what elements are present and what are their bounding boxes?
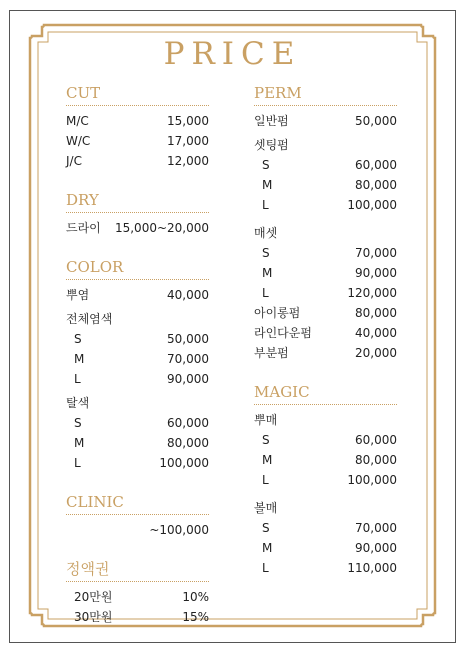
price-row — [66, 131, 209, 151]
price-row — [66, 369, 209, 389]
subgroup-label: 탈색 — [66, 396, 90, 410]
price-row — [254, 243, 397, 263]
item-label: J/C — [66, 154, 82, 168]
price-row — [254, 155, 397, 175]
price-row — [254, 175, 397, 195]
item-price: 100,000 — [347, 473, 397, 487]
section-title-dry: DRY — [66, 191, 209, 213]
price-row — [254, 518, 397, 538]
item-price: 40,000 — [355, 326, 397, 340]
voucher-section — [66, 560, 209, 627]
size-label: M — [262, 266, 273, 280]
price-row — [254, 558, 397, 578]
item-price: 100,000 — [347, 198, 397, 212]
size-label: L — [74, 372, 81, 386]
price-row — [254, 343, 397, 363]
size-label: S — [262, 521, 270, 535]
price-row — [254, 263, 397, 283]
item-price: 80,000 — [167, 436, 209, 450]
price-row — [254, 283, 397, 303]
price-row — [254, 323, 397, 343]
item-price: 50,000 — [355, 114, 397, 128]
item-price: 60,000 — [167, 416, 209, 430]
item-price: 15,000 — [167, 114, 209, 128]
price-row — [254, 538, 397, 558]
item-price: 90,000 — [167, 372, 209, 386]
price-row — [66, 151, 209, 171]
item-label: 라인다운펌 — [254, 326, 312, 340]
page-title: PRICE — [163, 36, 302, 72]
item-price: 15% — [182, 610, 209, 624]
price-row — [66, 433, 209, 453]
item-price: 40,000 — [167, 288, 209, 302]
size-label: L — [262, 473, 269, 487]
price-row — [66, 285, 209, 305]
size-label: M — [262, 178, 273, 192]
price-row — [254, 430, 397, 450]
item-price: 50,000 — [167, 332, 209, 346]
item-label: 20만원 — [74, 590, 113, 604]
item-price: 70,000 — [355, 521, 397, 535]
size-label: S — [74, 416, 82, 430]
item-price: 80,000 — [355, 178, 397, 192]
price-row — [66, 218, 209, 238]
subgroup-label: 뿌매 — [254, 413, 278, 427]
size-label: S — [262, 433, 270, 447]
price-row — [66, 111, 209, 131]
size-label: M — [74, 352, 85, 366]
item-label: 부분펌 — [254, 346, 289, 360]
item-label: 뿌염 — [66, 288, 90, 302]
size-label: M — [262, 453, 273, 467]
price-row — [254, 470, 397, 490]
section-title-clinic: CLINIC — [66, 493, 209, 515]
dry-section — [66, 191, 209, 238]
magic-section — [254, 383, 397, 578]
section-title-color: COLOR — [66, 258, 209, 280]
item-label: 드라이 — [66, 221, 101, 235]
item-price: 90,000 — [355, 266, 397, 280]
size-label: L — [262, 286, 269, 300]
size-label: L — [262, 198, 269, 212]
subgroup-label: 매셋 — [254, 226, 278, 240]
subgroup-label: 전체염색 — [66, 312, 113, 326]
price-row — [66, 413, 209, 433]
item-price: 70,000 — [167, 352, 209, 366]
item-price: 12,000 — [167, 154, 209, 168]
item-price: 60,000 — [355, 158, 397, 172]
price-row — [66, 329, 209, 349]
right-column — [254, 84, 397, 578]
left-column — [66, 84, 209, 627]
section-title-voucher: 정액권 — [66, 560, 209, 582]
item-price: 90,000 — [355, 541, 397, 555]
item-label: 일반펌 — [254, 114, 289, 128]
item-label: 아이롱펌 — [254, 306, 301, 320]
price-row — [254, 195, 397, 215]
item-price: 10% — [182, 590, 209, 604]
item-price: 100,000 — [159, 456, 209, 470]
price-row — [66, 453, 209, 473]
subgroup-label: 볼매 — [254, 501, 278, 515]
item-price: 20,000 — [355, 346, 397, 360]
color-section — [66, 258, 209, 473]
item-price: 110,000 — [347, 561, 397, 575]
item-label: 30만원 — [74, 610, 113, 624]
price-row — [66, 607, 209, 627]
section-title-magic: MAGIC — [254, 383, 397, 405]
item-price: 120,000 — [347, 286, 397, 300]
perm-section — [254, 84, 397, 363]
section-title-cut: CUT — [66, 84, 209, 106]
item-price: ~100,000 — [149, 523, 209, 537]
item-price: 60,000 — [355, 433, 397, 447]
size-label: S — [74, 332, 82, 346]
item-price: 15,000~20,000 — [114, 221, 209, 235]
size-label: L — [262, 561, 269, 575]
section-title-perm: PERM — [254, 84, 397, 106]
item-price: 80,000 — [355, 306, 397, 320]
item-price: 17,000 — [167, 134, 209, 148]
price-row — [66, 587, 209, 607]
subgroup-label: 셋팅펌 — [254, 138, 289, 152]
item-label: M/C — [66, 114, 89, 128]
size-label: S — [262, 158, 270, 172]
price-row — [254, 303, 397, 323]
price-row — [254, 111, 397, 131]
cut-section — [66, 84, 209, 171]
price-row — [66, 349, 209, 369]
size-label: S — [262, 246, 270, 260]
size-label: M — [262, 541, 273, 555]
clinic-section — [66, 493, 209, 540]
item-price: 80,000 — [355, 453, 397, 467]
item-price: 70,000 — [355, 246, 397, 260]
size-label: L — [74, 456, 81, 470]
price-row — [254, 450, 397, 470]
price-row — [66, 520, 209, 540]
size-label: M — [74, 436, 85, 450]
item-label: W/C — [66, 134, 91, 148]
